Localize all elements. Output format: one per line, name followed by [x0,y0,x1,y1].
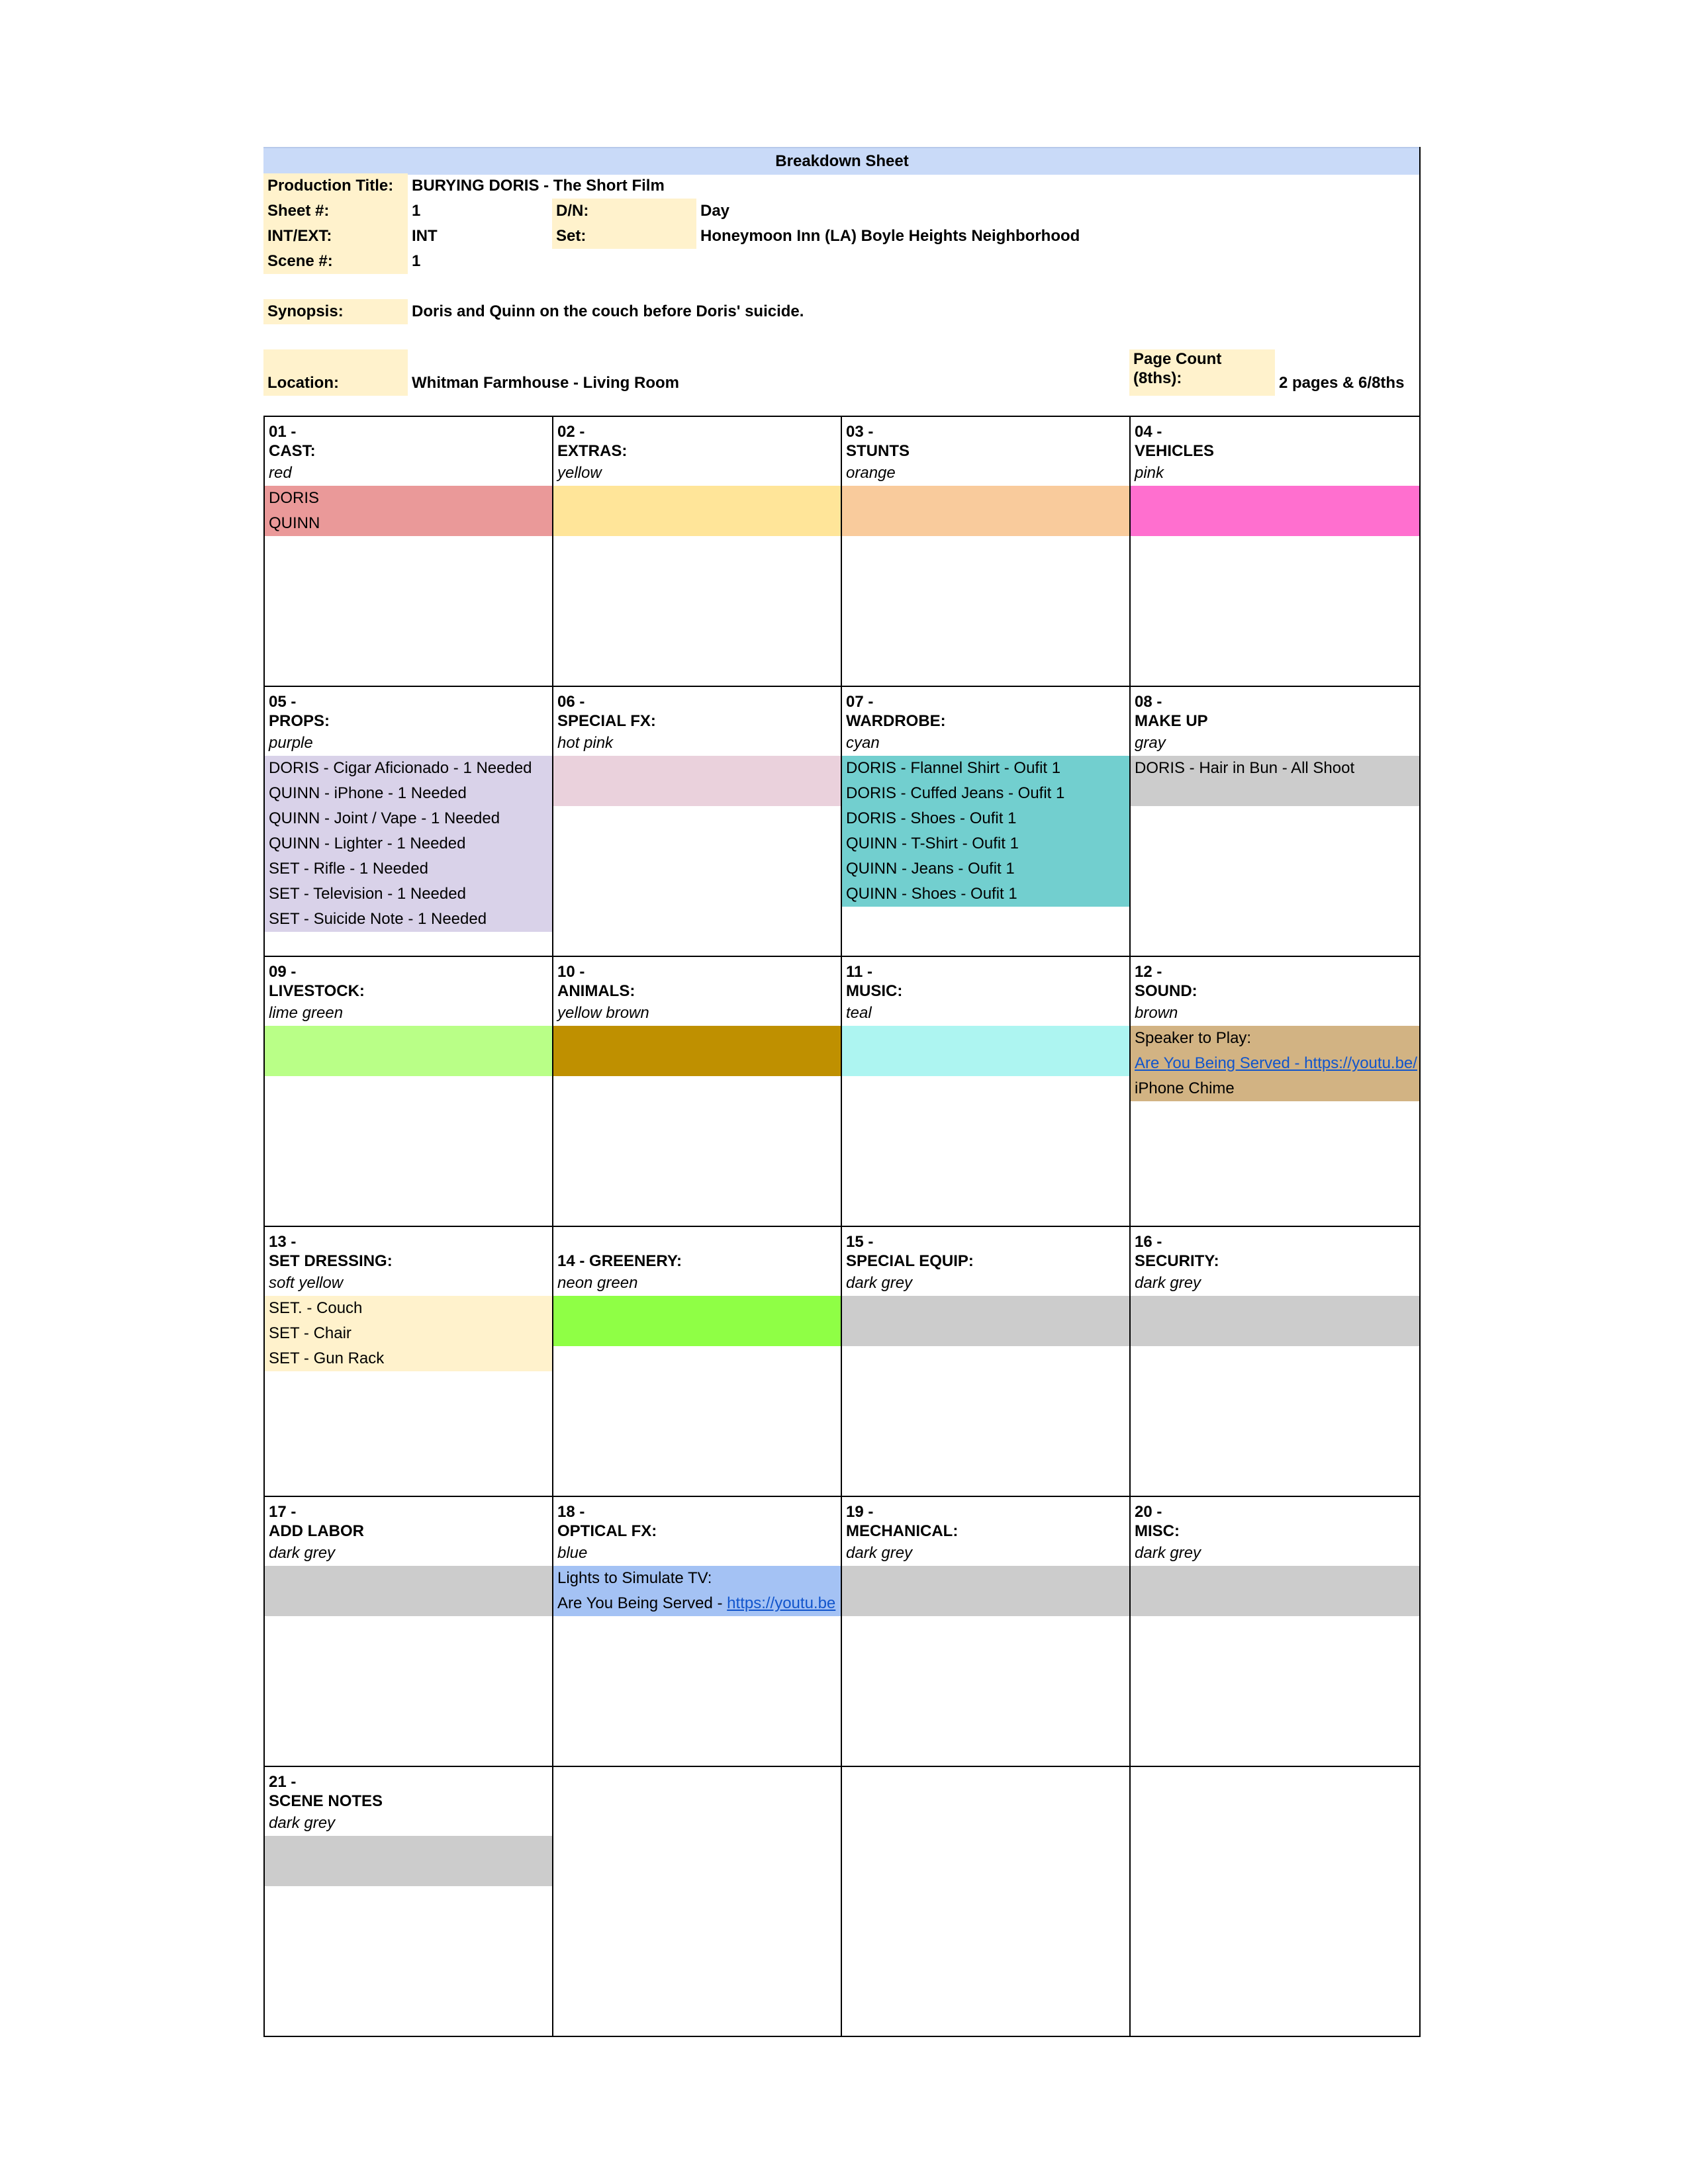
item-text: DORIS - Cigar Aficionado - 1 Needed [269,759,532,777]
category-item [553,1566,841,1591]
category-number: 20 - [1135,1503,1162,1521]
item-text: QUINN [269,514,320,532]
category-color-name [553,1811,841,1836]
item-text: SET - Chair [269,1324,352,1342]
category-items [553,486,841,536]
category-items [1131,1566,1419,1616]
set-value: Honeymoon Inn (LA) Boyle Heights Neighborhood [700,227,1080,245]
category-items [842,1566,1129,1616]
category-color-name: gray [1135,734,1166,752]
category-number: 21 - [269,1773,297,1791]
category-name: MECHANICAL: [846,1522,959,1540]
production-title-label: Production Title: [267,177,394,195]
category-name: SECURITY: [1135,1252,1219,1270]
category-cell [1129,1766,1421,2037]
category-number: 04 - [1135,423,1162,441]
category-number: 16 - [1135,1233,1162,1251]
category-items [265,1296,552,1371]
day-night-value: Day [700,202,730,220]
category-cell [552,1226,842,1497]
page-count-value: 2 pages & 6/8ths [1279,374,1405,392]
category-items [553,1296,841,1346]
category-item [265,882,552,907]
category-color-name: brown [1135,1004,1178,1022]
category-name: 14 - GREENERY: [557,1252,682,1270]
category-cell [552,686,842,957]
category-cell [841,1226,1131,1497]
sheet-title: Breakdown Sheet [263,147,1421,175]
category-cell [263,1226,553,1497]
category-item [842,781,1129,806]
category-cell [1129,686,1421,957]
category-cell [841,416,1131,687]
category-number: 01 - [269,423,297,441]
category-cell [841,1496,1131,1767]
category-item [842,831,1129,856]
item-text: QUINN - Joint / Vape - 1 Needed [269,809,500,827]
category-number: 05 - [269,693,297,711]
category-number: 15 - [846,1233,874,1251]
category-number: 08 - [1135,693,1162,711]
category-item [842,806,1129,831]
category-items [553,756,841,806]
category-name: EXTRAS: [557,442,628,460]
category-item[interactable] [1131,1051,1419,1076]
category-items [842,1296,1129,1346]
category-name: MISC: [1135,1522,1180,1540]
category-name [1131,1792,1419,1811]
category-items [1131,486,1419,536]
category-item [265,856,552,882]
item-text: DORIS - Hair in Bun - All Shoot [1135,759,1355,777]
item-text: SET - Rifle - 1 Needed [269,860,428,878]
category-name: STUNTS [846,442,910,460]
category-number: 13 - [269,1233,297,1251]
item-text: SET - Gun Rack [269,1349,385,1367]
item-link[interactable]: https://youtu.be [727,1594,836,1612]
category-number: 18 - [557,1503,585,1521]
category-name: CAST: [269,442,316,460]
category-item [265,1296,552,1321]
category-items [553,1566,841,1616]
item-text: SET. - Couch [269,1299,363,1317]
item-text: QUINN - Jeans - Oufit 1 [846,860,1015,878]
category-number: 17 - [269,1503,297,1521]
category-cell [263,956,553,1227]
category-color-name: lime green [269,1004,344,1022]
category-color-name: dark grey [269,1814,336,1832]
item-text: QUINN - T-Shirt - Oufit 1 [846,835,1019,852]
header-right-border [1419,147,1421,416]
category-name: OPTICAL FX: [557,1522,657,1540]
category-item [265,756,552,781]
category-name: SPECIAL EQUIP: [846,1252,974,1270]
category-name [553,1792,841,1811]
category-number: 11 - [846,963,873,981]
category-item [265,1321,552,1346]
category-item [265,511,552,536]
category-name: MAKE UP [1135,712,1208,730]
sheet-number-label: Sheet #: [267,202,330,220]
category-cell [841,1766,1131,2037]
category-color-name: yellow [557,464,602,482]
category-color-name: yellow brown [557,1004,649,1022]
item-text: QUINN - Lighter - 1 Needed [269,835,466,852]
breakdown-sheet [263,147,1421,2037]
category-item [265,1346,552,1371]
location-label: Location: [267,374,339,392]
category-cell [1129,1226,1421,1497]
production-title-value: BURYING DORIS - The Short Film [412,177,665,195]
category-color-name [842,1811,1129,1836]
item-text: DORIS - Cuffed Jeans - Oufit 1 [846,784,1065,802]
category-name: SOUND: [1135,982,1197,1000]
scene-number-value: 1 [412,252,421,270]
category-name: PROPS: [269,712,330,730]
item-text: QUINN - Shoes - Oufit 1 [846,885,1017,903]
breakdown-grid [263,416,1421,2037]
synopsis-label: Synopsis: [267,302,344,320]
item-text: Speaker to Play: [1135,1029,1252,1047]
category-name: SET DRESSING: [269,1252,393,1270]
category-cell [552,1496,842,1767]
category-color-name: purple [269,734,313,752]
category-cell [263,416,553,687]
category-cell [263,1496,553,1767]
category-items [842,1026,1129,1076]
category-items [1131,756,1419,806]
category-item [1131,1076,1419,1101]
category-item [1131,1026,1419,1051]
item-text: SET - Television - 1 Needed [269,885,466,903]
category-cell [263,1766,553,2037]
category-color-name: blue [557,1544,588,1562]
day-night-label: D/N: [556,202,589,220]
category-cell [552,1766,842,2037]
category-name: ADD LABOR [269,1522,364,1540]
category-number [553,1772,841,1792]
category-item [842,756,1129,781]
category-items [265,486,552,536]
scene-number-label: Scene #: [267,252,333,270]
category-name: LIVESTOCK: [269,982,365,1000]
category-item [1131,756,1419,781]
category-number: 02 - [557,423,585,441]
category-item [265,907,552,932]
category-color-name: cyan [846,734,880,752]
category-cell [263,686,553,957]
category-color-name: red [269,464,292,482]
category-item [265,781,552,806]
category-items [1131,1296,1419,1346]
category-item [842,856,1129,882]
category-items [265,756,552,932]
category-items [265,1836,552,1886]
category-number: 03 - [846,423,874,441]
category-cell [1129,416,1421,687]
page-count-label-line-1: Page Count [1133,350,1222,368]
synopsis-value: Doris and Quinn on the couch before Doris' suicide. [412,302,804,320]
category-item [265,831,552,856]
category-name: MUSIC: [846,982,903,1000]
category-items [265,1566,552,1616]
category-item [842,882,1129,907]
category-color-name: teal [846,1004,872,1022]
category-color-name [1131,1811,1419,1836]
item-text: DORIS - Shoes - Oufit 1 [846,809,1017,827]
category-item [265,486,552,511]
category-number: 19 - [846,1503,874,1521]
category-number: 12 - [1135,963,1162,981]
item-text: DORIS [269,489,320,507]
category-number [842,1772,1129,1792]
category-number [1131,1772,1419,1792]
category-color-name: neon green [557,1274,638,1292]
category-number: 06 - [557,693,585,711]
category-number: 09 - [269,963,297,981]
int-ext-value: INT [412,227,438,245]
category-items [265,1026,552,1076]
category-name [842,1792,1129,1811]
category-cell [1129,1496,1421,1767]
category-name: SPECIAL FX: [557,712,656,730]
item-link[interactable]: Are You Being Served - https://youtu.be/ [1135,1054,1417,1072]
page-count-label-line-2: (8ths): [1133,369,1182,387]
int-ext-label: INT/EXT: [267,227,332,245]
category-color-name: dark grey [846,1274,913,1292]
category-color-name: dark grey [269,1544,336,1562]
category-name: SCENE NOTES [269,1792,383,1810]
category-cell [552,416,842,687]
category-color-name: pink [1135,464,1164,482]
category-color-name: dark grey [1135,1544,1201,1562]
page-count-label [1133,349,1221,388]
category-color-name: soft yellow [269,1274,344,1292]
category-color-name: dark grey [846,1544,913,1562]
item-text: Are You Being Served - [557,1594,727,1612]
item-text: iPhone Chime [1135,1079,1235,1097]
category-items [842,486,1129,536]
item-text: DORIS - Flannel Shirt - Oufit 1 [846,759,1061,777]
item-text: QUINN - iPhone - 1 Needed [269,784,467,802]
category-color-name: dark grey [1135,1274,1201,1292]
item-text: SET - Suicide Note - 1 Needed [269,910,487,928]
category-name: ANIMALS: [557,982,635,1000]
category-color-name: hot pink [557,734,614,752]
category-number: 10 - [557,963,585,981]
category-number [553,1232,841,1251]
category-number: 07 - [846,693,874,711]
category-cell [1129,956,1421,1227]
category-items [842,756,1129,907]
category-cell [552,956,842,1227]
category-items [553,1026,841,1076]
category-item [553,1591,841,1616]
set-label: Set: [556,227,586,245]
category-cell [841,686,1131,957]
category-item [265,806,552,831]
category-name: WARDROBE: [846,712,946,730]
category-color-name: orange [846,464,896,482]
item-text: Lights to Simulate TV: [557,1569,712,1587]
location-value: Whitman Farmhouse - Living Room [412,374,680,392]
sheet-number-value: 1 [412,202,421,220]
category-name: VEHICLES [1135,442,1215,460]
category-cell [841,956,1131,1227]
category-items [1131,1026,1419,1101]
